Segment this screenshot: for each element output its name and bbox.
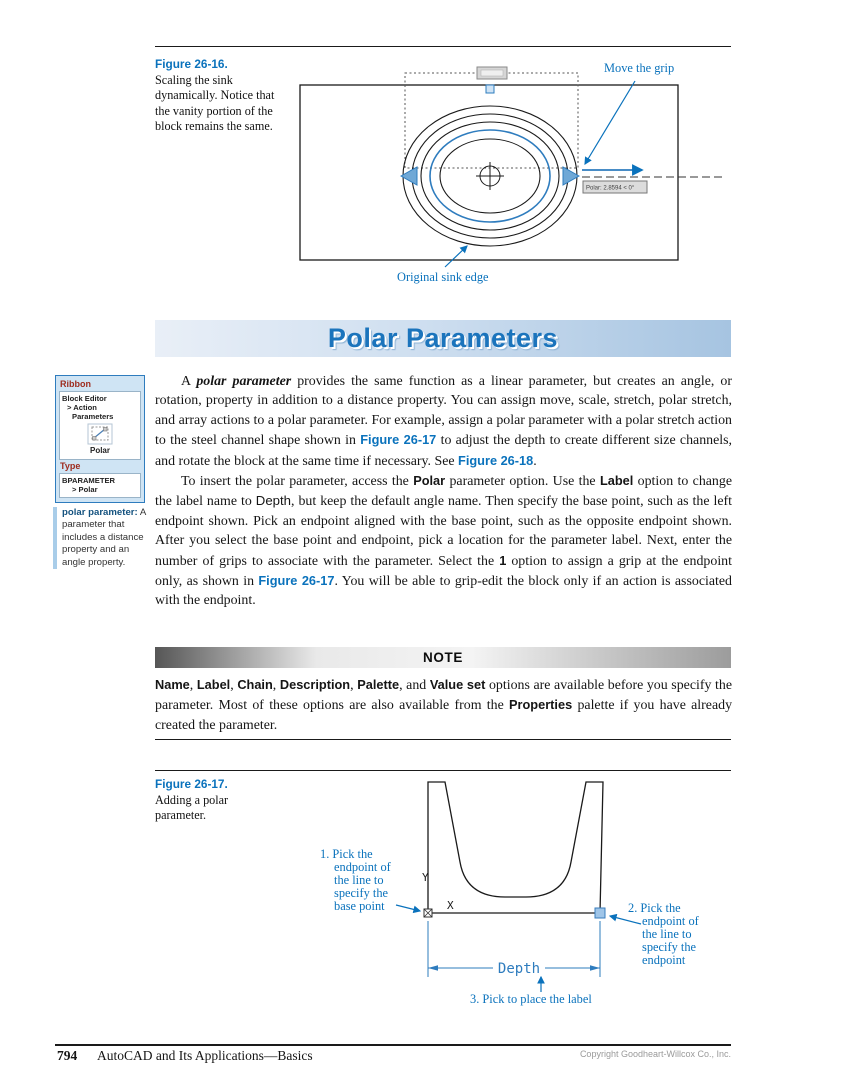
body-text	[155, 372, 732, 611]
callout-2: 2. Pick the endpoint of the line to specify the endpoint	[628, 901, 699, 967]
ribbon-path-line: Parameters	[72, 412, 114, 422]
copyright-line: Copyright Goodheart-Willcox Co., Inc.	[579, 1049, 731, 1059]
margin-definition-bar	[53, 507, 57, 569]
page-number: 794	[57, 1048, 78, 1063]
polar-parameter-icon-wrap	[62, 421, 138, 445]
ribbon-path-line: > Action	[67, 403, 97, 413]
note-band	[155, 647, 731, 668]
paragraph: A polar parameter provides the same function as a linear parameter, but creates an angle, or rotation, property in addition to a distance property. You can assign move, scale, stretch, polar stretch, and array actions to a polar parameter. For example, assign a polar parameter with a polar stretch action to the steel channel shape shown in Figure 26-17 to adjust the depth to create different size channels, and rotate the block at the same time if necessary. See Figure 26-18.	[155, 374, 732, 469]
dim-arrow-right	[590, 965, 600, 971]
dim-arrow-left	[428, 965, 438, 971]
margin-definition	[53, 507, 153, 569]
figure-17-top-rule	[155, 770, 731, 771]
vanity-outline	[300, 85, 678, 260]
ribbon-path-box	[59, 391, 141, 460]
callout-3: 3. Pick to place the label	[470, 992, 592, 1006]
figure-26-16-caption: Scaling the sink dynamically. Notice that the vanity portion of the block remains the same.	[155, 73, 275, 134]
book-title: AutoCAD and Its Applications—Basics	[97, 1048, 313, 1063]
figure-26-17-label: Figure 26-17.	[155, 777, 228, 791]
note-bottom-rule	[155, 739, 731, 740]
ucs-axes	[428, 884, 463, 913]
figure-26-16-label: Figure 26-16.	[155, 57, 228, 71]
type-command-line: BPARAMETER	[62, 475, 116, 485]
grip-value-field	[481, 70, 503, 76]
top-rule	[155, 46, 731, 47]
margin-definition-text	[62, 507, 152, 569]
polar-parameter-icon	[87, 423, 113, 445]
figure-26-17-caption-block	[155, 777, 267, 824]
x-axis-label: X	[447, 899, 454, 912]
callout-original-sink-edge: Original sink edge	[397, 270, 489, 284]
ribbon-access-box	[55, 375, 145, 503]
type-command-line: > Polar	[72, 485, 98, 495]
section-heading: Polar Parameters	[327, 323, 559, 353]
footer-rule	[55, 1044, 731, 1046]
margin-definition-term: polar parameter:	[62, 507, 138, 518]
callout-1: 1. Pick the endpoint of the line to specify the base point	[320, 847, 391, 913]
type-header: Type	[60, 460, 81, 471]
ribbon-path-line: Block Editor	[62, 394, 107, 403]
dynamic-input-tooltip-text: Polar: 2.8594 < 0°	[586, 185, 635, 192]
ribbon-tool-label: Polar	[89, 446, 110, 456]
sink-drawing	[298, 55, 733, 290]
figure-26-16-caption-block	[155, 57, 291, 135]
top-grip-square	[486, 85, 494, 93]
parameter-label: Depth	[497, 961, 541, 977]
endpoint-grip	[595, 908, 605, 918]
note-body: Name, Label, Chain, Description, Palette, and Value set options are available before you specify the parameter. Most of these options are also available from the Properties palette if you have already created the parameter.	[155, 677, 733, 733]
figure-26-17-caption: Adding a polar parameter.	[155, 793, 229, 823]
callout-move-grip: Move the grip	[604, 61, 675, 75]
margin-definition-body: A parameter that includes a distance property and an angle property.	[62, 507, 146, 568]
ribbon-header: Ribbon	[60, 379, 91, 389]
note-title: NOTE	[423, 650, 463, 665]
section-heading-band	[155, 320, 731, 357]
type-command-box	[59, 473, 141, 498]
channel-outline	[428, 782, 603, 913]
paragraph: To insert the polar parameter, access the Polar parameter option. Use the Label option to change the label name to Depth, but keep the default angle name. Then specify the base point, such as the left endpoint shown. Pick an endpoint aligned with the base point, such as the opposite endpoint shown. After you select the base point and endpoint, pick a location for the parameter label. Next, enter the number of grips to associate with the parameter. Select the 1 option to assign a grip at the endpoint only, as shown in Figure 26-17. You will be able to grip-edit the block only if an action is associated with the endpoint.	[155, 473, 732, 609]
y-axis-label: Y	[422, 871, 429, 884]
